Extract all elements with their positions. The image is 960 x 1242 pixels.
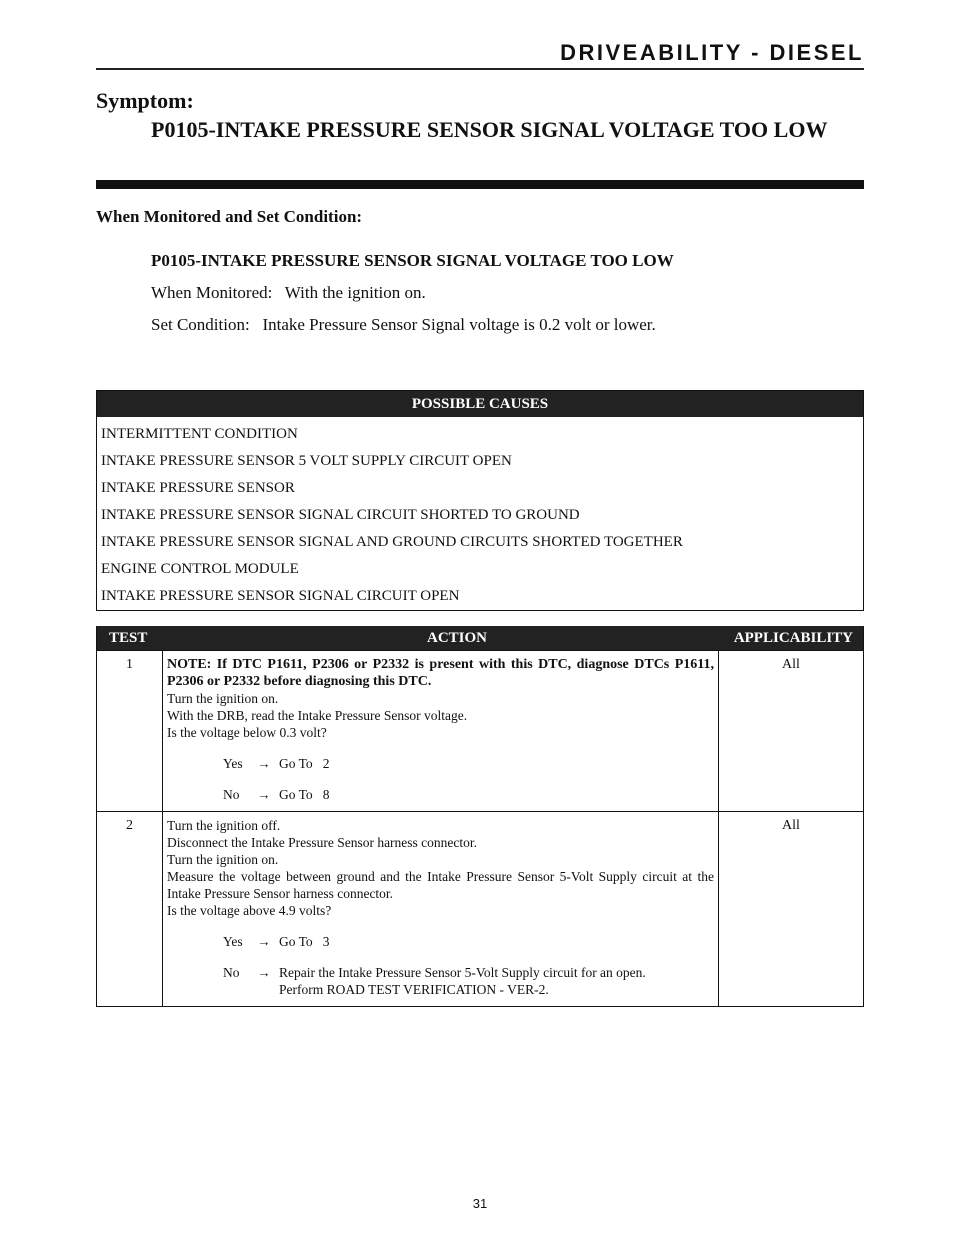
- action-line: Is the voltage above 4.9 volts?: [167, 903, 332, 918]
- test-applicability: All: [782, 657, 800, 672]
- test-action: [163, 651, 719, 811]
- cause-item: INTAKE PRESSURE SENSOR 5 VOLT SUPPLY CIRCUIT OPEN: [101, 453, 512, 469]
- test-number: 1: [97, 651, 163, 811]
- header-test: TEST: [109, 630, 148, 646]
- branch-result-extra: Perform ROAD TEST VERIFICATION - VER-2.: [279, 982, 549, 997]
- when-monitored: When Monitored: With the ignition on.: [151, 283, 426, 302]
- arrow-icon: →: [257, 787, 271, 802]
- set-condition: Set Condition: Intake Pressure Sensor Signal voltage is 0.2 volt or lower.: [151, 315, 656, 334]
- possible-causes-table: [96, 390, 864, 611]
- test-applicability: All: [782, 818, 800, 833]
- branch-no: [167, 786, 714, 803]
- monitored-heading: When Monitored and Set Condition:: [96, 207, 363, 226]
- cause-item: INTAKE PRESSURE SENSOR SIGNAL CIRCUIT SHORTED TO GROUND: [101, 507, 580, 523]
- action-line: With the DRB, read the Intake Pressure Sensor voltage.: [167, 708, 468, 723]
- cause-item: INTAKE PRESSURE SENSOR SIGNAL CIRCUIT OPEN: [101, 588, 460, 604]
- branch-result: Go To 2: [279, 756, 330, 771]
- test-number: 2: [97, 812, 163, 1006]
- test-table: [96, 626, 864, 1007]
- section-title: DRIVEABILITY - DIESEL: [560, 40, 864, 65]
- cause-item: INTERMITTENT CONDITION: [101, 426, 298, 442]
- action-line: Disconnect the Intake Pressure Sensor harness connector.: [167, 835, 478, 850]
- action-line: Turn the ignition on.: [167, 852, 279, 867]
- divider-bar: [96, 180, 864, 189]
- branch-answer: No: [223, 965, 240, 980]
- cause-item: INTAKE PRESSURE SENSOR: [101, 480, 295, 496]
- branch-answer: Yes: [223, 934, 243, 949]
- action-line: Turn the ignition on.: [167, 691, 279, 706]
- branch-answer: No: [223, 787, 240, 802]
- possible-causes-list: [97, 417, 863, 610]
- action-line: Turn the ignition off.: [167, 818, 281, 833]
- branch-result: Go To 3: [279, 934, 330, 949]
- branch-answer: Yes: [223, 756, 243, 771]
- header-action: ACTION: [427, 630, 488, 646]
- possible-causes-heading: POSSIBLE CAUSES: [97, 391, 863, 417]
- branch-result: [279, 964, 714, 998]
- test-row-1: [97, 650, 863, 811]
- branch-no: [167, 964, 714, 998]
- arrow-icon: →: [257, 756, 271, 771]
- monitored-code: P0105-INTAKE PRESSURE SENSOR SIGNAL VOLTAGE TOO LOW: [151, 251, 674, 270]
- action-line: Measure the voltage between ground and the Intake Pressure Sensor 5-Volt Supply circuit at the Intake Pressure Sensor harness connector.: [167, 869, 714, 901]
- action-line: Is the voltage below 0.3 volt?: [167, 725, 327, 740]
- branch-result: Go To 8: [279, 787, 330, 802]
- cause-item: ENGINE CONTROL MODULE: [101, 561, 299, 577]
- arrow-icon: →: [257, 965, 271, 980]
- arrow-icon: →: [257, 934, 271, 949]
- test-note: NOTE: If DTC P1611, P2306 or P2332 is present with this DTC, diagnose DTCs P1611, P2306 or P2332 before diagnosing this DTC.: [167, 657, 714, 689]
- symptom-label: Symptom:: [96, 88, 194, 113]
- symptom-title: P0105-INTAKE PRESSURE SENSOR SIGNAL VOLTAGE TOO LOW: [151, 117, 828, 142]
- test-action: [163, 812, 719, 1006]
- page-number: 31: [472, 1196, 488, 1211]
- test-row-2: [97, 811, 863, 1006]
- branch-yes: [167, 933, 714, 950]
- branch-yes: [167, 755, 714, 772]
- header-applicability: APPLICABILITY: [733, 630, 853, 646]
- branch-result-text: Repair the Intake Pressure Sensor 5-Volt Supply circuit for an open.: [279, 965, 646, 980]
- cause-item: INTAKE PRESSURE SENSOR SIGNAL AND GROUND CIRCUITS SHORTED TOGETHER: [101, 534, 683, 550]
- test-table-header: [97, 626, 863, 650]
- header-rule: [96, 68, 864, 70]
